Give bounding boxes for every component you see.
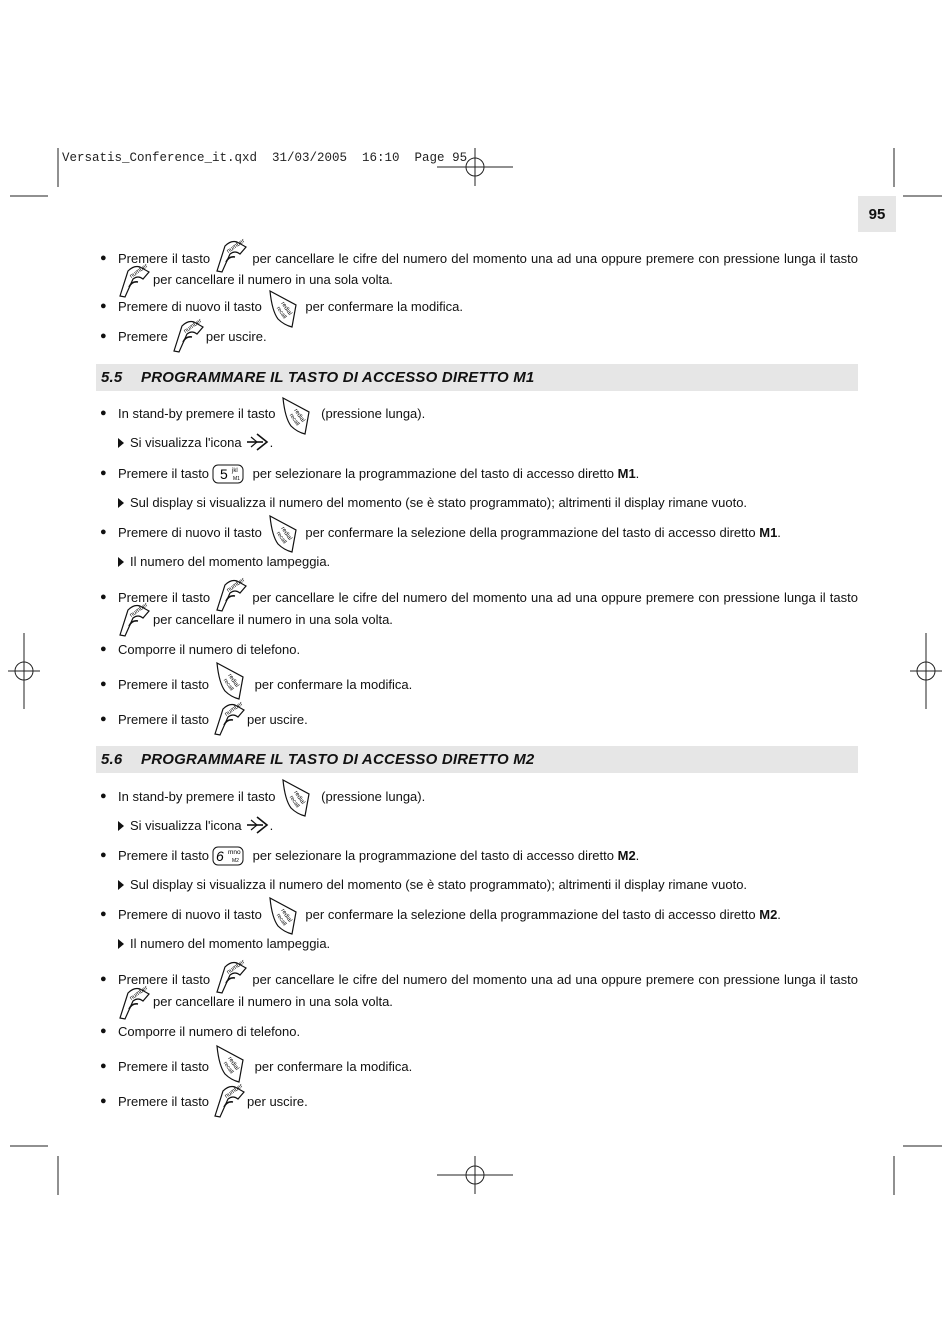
sub-note: Il numero del momento lampeggia. xyxy=(118,554,330,569)
direct-access-arrow-icon xyxy=(245,431,273,453)
sub-note: Il numero del momento lampeggia. xyxy=(118,936,330,951)
number-key-icon xyxy=(211,1083,247,1119)
redial-recall-key-icon xyxy=(266,896,300,936)
number-key-icon xyxy=(213,238,249,274)
key-5-icon xyxy=(212,464,244,484)
direct-access-arrow-icon xyxy=(245,814,273,836)
redial-recall-key-icon xyxy=(213,661,247,701)
redial-recall-key-icon xyxy=(213,1044,247,1084)
section-header-5-5: 5.5 PROGRAMMARE IL TASTO DI ACCESSO DIRETTO M1 xyxy=(96,364,858,391)
page-number: 95 xyxy=(858,196,896,232)
svg-text:jkl: jkl xyxy=(232,468,238,474)
sub-note: Si visualizza l'icona . xyxy=(118,435,273,450)
number-key-icon xyxy=(116,985,152,1021)
sub-note: Sul display si visualizza il numero del momento (se è stato programmato); altrimenti il display rimane vuoto. xyxy=(118,495,747,510)
number-key-icon xyxy=(170,318,206,354)
number-key-icon xyxy=(116,263,152,299)
svg-text:M1: M1 xyxy=(233,476,240,482)
svg-text:M2: M2 xyxy=(232,858,239,864)
sub-note: Sul display si visualizza il numero del momento (se è stato programmato); altrimenti il display rimane vuoto. xyxy=(118,877,747,892)
svg-text:mno: mno xyxy=(228,849,241,856)
redial-recall-key-icon xyxy=(279,778,313,818)
redial-recall-key-icon xyxy=(266,289,300,329)
svg-text:6: 6 xyxy=(216,848,224,864)
sub-note: Si visualizza l'icona . xyxy=(118,818,273,833)
number-key-icon xyxy=(213,959,249,995)
number-key-icon xyxy=(213,577,249,613)
svg-text:5: 5 xyxy=(220,466,228,482)
number-key-icon xyxy=(211,701,247,737)
redial-recall-key-icon xyxy=(279,396,313,436)
number-key-icon xyxy=(116,602,152,638)
section-header-5-6: 5.6 PROGRAMMARE IL TASTO DI ACCESSO DIRETTO M2 xyxy=(96,746,858,773)
key-6-icon xyxy=(212,846,244,866)
redial-recall-key-icon xyxy=(266,514,300,554)
file-slug: Versatis_Conference_it.qxd 31/03/2005 16:10 Page 95 xyxy=(62,151,468,165)
